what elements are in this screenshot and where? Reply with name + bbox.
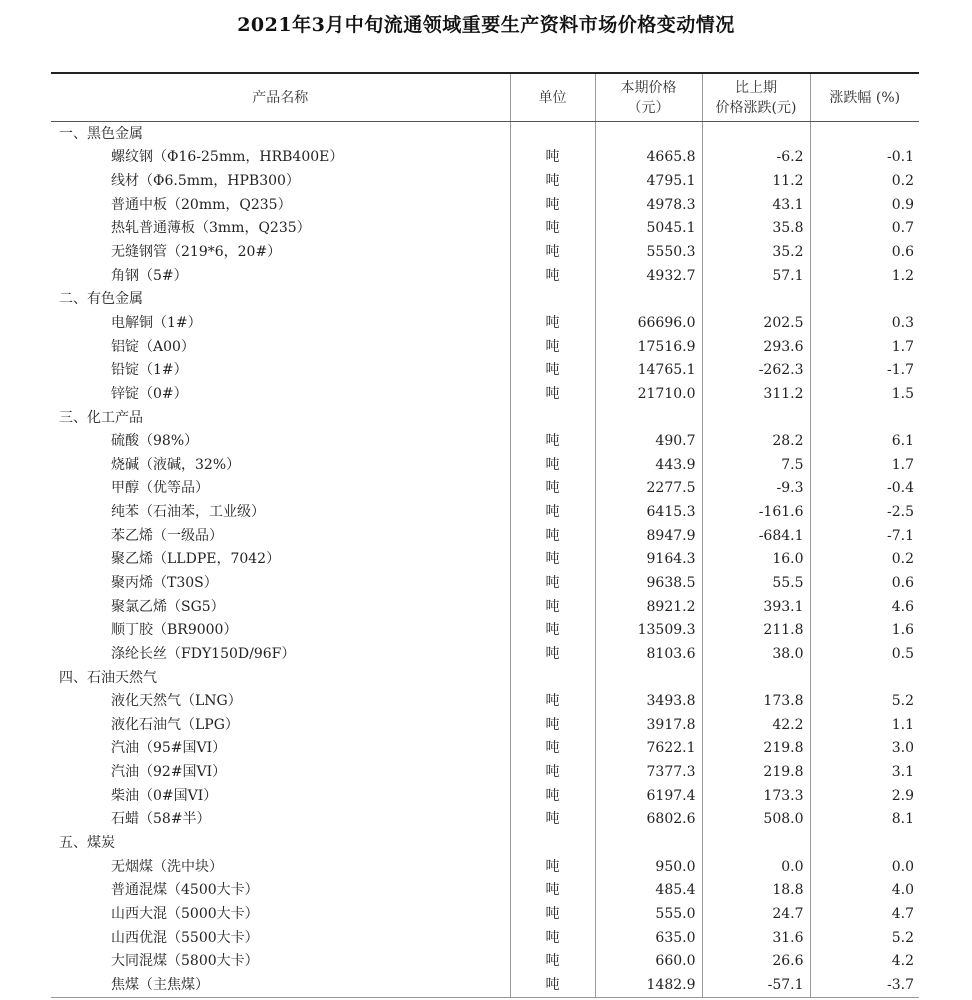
price-cell: 9638.5	[595, 571, 702, 595]
percent-cell: 8.1	[810, 808, 919, 832]
change-cell: 26.6	[702, 949, 810, 973]
category-name: 四、石油天然气	[59, 669, 157, 686]
price-cell: 555.0	[595, 902, 702, 926]
change-cell: -262.3	[702, 358, 810, 382]
price-cell: 6415.3	[595, 500, 702, 524]
percent-cell: 1.1	[810, 713, 919, 737]
change-cell: 293.6	[702, 335, 810, 359]
percent-cell: 0.2	[810, 169, 919, 193]
unit-cell: 吨	[510, 264, 595, 288]
product-name: 焦煤（主焦煤）	[111, 976, 209, 993]
change-cell: -57.1	[702, 973, 810, 997]
unit-cell: 吨	[510, 973, 595, 997]
percent-cell: 4.2	[810, 949, 919, 973]
unit-cell: 吨	[510, 595, 595, 619]
table-row	[51, 737, 919, 761]
change-cell: 393.1	[702, 595, 810, 619]
price-cell: 13509.3	[595, 618, 702, 642]
percent-cell: 0.2	[810, 548, 919, 572]
change-cell: 38.0	[702, 642, 810, 666]
change-cell: 28.2	[702, 429, 810, 453]
table-row	[51, 902, 919, 926]
price-cell: 8947.9	[595, 524, 702, 548]
header-product-name: 产品名称	[51, 73, 510, 122]
price-cell: 1482.9	[595, 973, 702, 997]
product-name: 柴油（0#国VI）	[111, 787, 218, 804]
price-table	[51, 72, 919, 998]
unit-cell: 吨	[510, 855, 595, 879]
product-name: 电解铜（1#）	[111, 314, 202, 331]
percent-cell: 1.5	[810, 382, 919, 406]
price-cell: 7377.3	[595, 760, 702, 784]
change-cell: 24.7	[702, 902, 810, 926]
product-name: 汽油（95#国VI）	[111, 740, 227, 757]
unit-cell: 吨	[510, 926, 595, 950]
table-row	[51, 926, 919, 950]
category-row	[51, 666, 919, 690]
percent-cell: 0.3	[810, 311, 919, 335]
unit-cell: 吨	[510, 689, 595, 713]
table-row	[51, 429, 919, 453]
product-name: 纯苯（石油苯，工业级）	[111, 504, 265, 521]
table-row	[51, 477, 919, 501]
unit-cell: 吨	[510, 784, 595, 808]
percent-cell: 2.9	[810, 784, 919, 808]
unit-cell: 吨	[510, 808, 595, 832]
table-row	[51, 193, 919, 217]
product-name: 锌锭（0#）	[111, 385, 188, 402]
table-row	[51, 358, 919, 382]
product-name: 涤纶长丝（FDY150D/96F）	[111, 645, 296, 662]
change-cell: 173.8	[702, 689, 810, 713]
unit-cell: 吨	[510, 571, 595, 595]
table-row	[51, 760, 919, 784]
product-name: 普通中板（20mm，Q235）	[111, 196, 292, 213]
unit-cell: 吨	[510, 618, 595, 642]
table-header-row	[51, 73, 919, 122]
price-cell: 660.0	[595, 949, 702, 973]
table-row	[51, 855, 919, 879]
change-cell: 508.0	[702, 808, 810, 832]
unit-cell: 吨	[510, 217, 595, 241]
table-body	[51, 122, 919, 998]
unit-cell: 吨	[510, 500, 595, 524]
change-cell: -9.3	[702, 477, 810, 501]
product-name: 普通混煤（4500大卡）	[111, 882, 259, 899]
price-cell: 5550.3	[595, 240, 702, 264]
product-name: 液化天然气（LNG）	[111, 693, 242, 710]
price-cell: 4665.8	[595, 146, 702, 170]
price-cell: 443.9	[595, 453, 702, 477]
product-name: 苯乙烯（一级品）	[111, 527, 223, 544]
product-name: 热轧普通薄板（3mm，Q235）	[111, 220, 311, 237]
product-name: 铅锭（1#）	[111, 362, 188, 379]
unit-cell: 吨	[510, 169, 595, 193]
product-name: 硫酸（98%）	[111, 433, 199, 450]
product-name: 大同混煤（5800大卡）	[111, 953, 259, 970]
category-name: 五、煤炭	[59, 835, 115, 852]
header-unit: 单位	[510, 73, 595, 122]
change-cell: 31.6	[702, 926, 810, 950]
product-name: 螺纹钢（Φ16-25mm，HRB400E）	[111, 149, 344, 166]
product-name: 线材（Φ6.5mm，HPB300）	[111, 173, 300, 190]
percent-cell: 3.0	[810, 737, 919, 761]
table-row	[51, 146, 919, 170]
unit-cell: 吨	[510, 382, 595, 406]
table-row	[51, 973, 919, 997]
table-row	[51, 595, 919, 619]
product-name: 山西大混（5000大卡）	[111, 905, 259, 922]
unit-cell: 吨	[510, 358, 595, 382]
price-cell: 4978.3	[595, 193, 702, 217]
percent-cell: 6.1	[810, 429, 919, 453]
change-cell: 7.5	[702, 453, 810, 477]
table-row	[51, 618, 919, 642]
unit-cell: 吨	[510, 949, 595, 973]
percent-cell: -1.7	[810, 358, 919, 382]
table-row	[51, 335, 919, 359]
percent-cell: 4.0	[810, 879, 919, 903]
product-name: 汽油（92#国VI）	[111, 764, 227, 781]
change-cell: 173.3	[702, 784, 810, 808]
change-cell: 57.1	[702, 264, 810, 288]
unit-cell: 吨	[510, 311, 595, 335]
change-cell: -6.2	[702, 146, 810, 170]
percent-cell: 5.2	[810, 926, 919, 950]
product-name: 顺丁胶（BR9000）	[111, 622, 238, 639]
category-name: 三、化工产品	[59, 409, 143, 426]
percent-cell: 1.7	[810, 453, 919, 477]
unit-cell: 吨	[510, 760, 595, 784]
table-row	[51, 808, 919, 832]
category-name: 二、有色金属	[59, 291, 143, 308]
table-row	[51, 548, 919, 572]
change-cell: 43.1	[702, 193, 810, 217]
product-name: 甲醇（优等品）	[111, 480, 209, 497]
header-change-percent: 涨跌幅 (%)	[810, 73, 919, 122]
unit-cell: 吨	[510, 335, 595, 359]
table-row	[51, 642, 919, 666]
product-name: 无缝钢管（219*6，20#）	[111, 244, 282, 261]
table-row	[51, 169, 919, 193]
product-name: 液化石油气（LPG）	[111, 716, 239, 733]
unit-cell: 吨	[510, 713, 595, 737]
change-cell: 219.8	[702, 760, 810, 784]
table-row	[51, 524, 919, 548]
price-cell: 6802.6	[595, 808, 702, 832]
price-cell: 21710.0	[595, 382, 702, 406]
percent-cell: 0.9	[810, 193, 919, 217]
unit-cell: 吨	[510, 902, 595, 926]
change-cell: 0.0	[702, 855, 810, 879]
header-current-price: 本期价格 （元）	[595, 73, 702, 122]
product-name: 烧碱（液碱，32%）	[111, 456, 241, 473]
percent-cell: 0.7	[810, 217, 919, 241]
price-cell: 17516.9	[595, 335, 702, 359]
percent-cell: -2.5	[810, 500, 919, 524]
price-cell: 3493.8	[595, 689, 702, 713]
price-cell: 2277.5	[595, 477, 702, 501]
unit-cell: 吨	[510, 453, 595, 477]
change-cell: 311.2	[702, 382, 810, 406]
percent-cell: 0.6	[810, 571, 919, 595]
unit-cell: 吨	[510, 429, 595, 453]
unit-cell: 吨	[510, 193, 595, 217]
unit-cell: 吨	[510, 642, 595, 666]
price-cell: 6197.4	[595, 784, 702, 808]
change-cell: 11.2	[702, 169, 810, 193]
table-row	[51, 571, 919, 595]
price-cell: 66696.0	[595, 311, 702, 335]
table-row	[51, 689, 919, 713]
unit-cell: 吨	[510, 548, 595, 572]
product-name: 铝锭（A00）	[111, 338, 195, 355]
category-row	[51, 122, 919, 146]
category-name: 一、黑色金属	[59, 125, 143, 142]
price-cell: 3917.8	[595, 713, 702, 737]
unit-cell: 吨	[510, 524, 595, 548]
percent-cell: -0.4	[810, 477, 919, 501]
price-cell: 490.7	[595, 429, 702, 453]
product-name: 角钢（5#）	[111, 267, 188, 284]
percent-cell: 0.0	[810, 855, 919, 879]
price-cell: 14765.1	[595, 358, 702, 382]
change-cell: 35.8	[702, 217, 810, 241]
change-cell: 211.8	[702, 618, 810, 642]
price-cell: 4932.7	[595, 264, 702, 288]
percent-cell: 4.7	[810, 902, 919, 926]
unit-cell: 吨	[510, 146, 595, 170]
table-row	[51, 713, 919, 737]
price-cell: 8103.6	[595, 642, 702, 666]
table-row	[51, 311, 919, 335]
percent-cell: 1.6	[810, 618, 919, 642]
table-row	[51, 500, 919, 524]
change-cell: 202.5	[702, 311, 810, 335]
price-cell: 950.0	[595, 855, 702, 879]
change-cell: 55.5	[702, 571, 810, 595]
change-cell: 18.8	[702, 879, 810, 903]
table-row	[51, 453, 919, 477]
unit-cell: 吨	[510, 737, 595, 761]
product-name: 无烟煤（洗中块）	[111, 858, 223, 875]
change-cell: 16.0	[702, 548, 810, 572]
table-row	[51, 879, 919, 903]
table-row	[51, 949, 919, 973]
product-name: 聚氯乙烯（SG5）	[111, 598, 225, 615]
price-cell: 8921.2	[595, 595, 702, 619]
product-name: 山西优混（5500大卡）	[111, 929, 259, 946]
product-name: 石蜡（58#半）	[111, 811, 211, 828]
change-cell: 219.8	[702, 737, 810, 761]
change-cell: 35.2	[702, 240, 810, 264]
category-row	[51, 406, 919, 430]
category-row	[51, 287, 919, 311]
percent-cell: -7.1	[810, 524, 919, 548]
change-cell: 42.2	[702, 713, 810, 737]
price-cell: 4795.1	[595, 169, 702, 193]
table-row	[51, 382, 919, 406]
price-cell: 635.0	[595, 926, 702, 950]
change-cell: -684.1	[702, 524, 810, 548]
table-row	[51, 240, 919, 264]
table-row	[51, 784, 919, 808]
percent-cell: -0.1	[810, 146, 919, 170]
change-cell: -161.6	[702, 500, 810, 524]
price-cell: 5045.1	[595, 217, 702, 241]
percent-cell: 0.6	[810, 240, 919, 264]
price-cell: 9164.3	[595, 548, 702, 572]
unit-cell: 吨	[510, 240, 595, 264]
unit-cell: 吨	[510, 879, 595, 903]
price-cell: 485.4	[595, 879, 702, 903]
percent-cell: 0.5	[810, 642, 919, 666]
header-price-change: 比上期 价格涨跌(元)	[702, 73, 810, 122]
percent-cell: 5.2	[810, 689, 919, 713]
product-name: 聚丙烯（T30S）	[111, 574, 218, 591]
category-row	[51, 831, 919, 855]
percent-cell: -3.7	[810, 973, 919, 997]
table-row	[51, 264, 919, 288]
table-row	[51, 217, 919, 241]
percent-cell: 4.6	[810, 595, 919, 619]
percent-cell: 1.2	[810, 264, 919, 288]
price-cell: 7622.1	[595, 737, 702, 761]
page-title: 2021年3月中旬流通领域重要生产资料市场价格变动情况	[237, 14, 735, 36]
percent-cell: 1.7	[810, 335, 919, 359]
unit-cell: 吨	[510, 477, 595, 501]
product-name: 聚乙烯（LLDPE，7042）	[111, 551, 281, 568]
percent-cell: 3.1	[810, 760, 919, 784]
